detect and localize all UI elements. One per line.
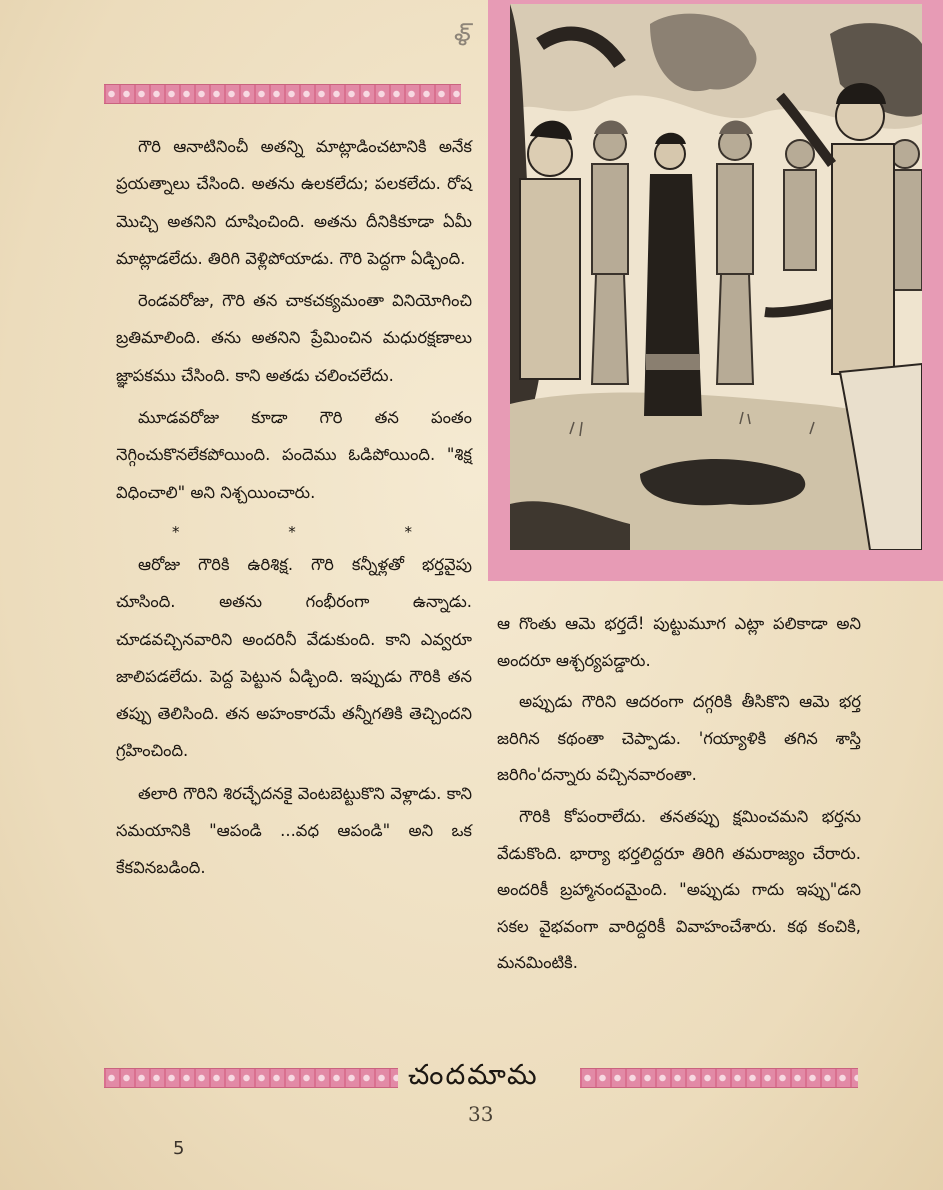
separator-star: * <box>404 522 412 541</box>
separator-star: * <box>172 522 180 541</box>
magazine-title: చందమామ <box>408 1058 539 1091</box>
signature-number: 5 <box>173 1138 185 1159</box>
story-illustration <box>510 4 922 550</box>
right-paragraph-2: అప్పుడు గౌరిని ఆదరంగా దగ్గరికి తీసికొని ఆమె భర్త జరిగిన కథంతా చెప్పాడు. 'గయ్యాళికి తగిన శాస్తి జరిగిం'దన్నారు వచ్చినవారంతా. <box>497 692 861 785</box>
decorative-border-bottom-right <box>580 1068 858 1088</box>
left-paragraph-2: రెండవరోజు, గౌరి తన చాకచక్యమంతా వినియోగించి బ్రతిమాలింది. తను అతనిని ప్రేమించిన మధురక్షణాలు జ్ఞాపకము చేసింది. కాని అతడు చలించలేదు. <box>116 291 472 385</box>
decorative-border-top <box>104 84 461 104</box>
left-paragraph-5: తలారి గౌరిని శిరచ్ఛేదనకై వెంటబెట్టుకొని వెళ్లాడు. కాని సమయానికి "ఆపండి ...వధ ఆపండి" అని ఒక కేకవినబడింది. <box>116 783 472 878</box>
corner-pencil-mark: ళ్ <box>454 22 471 52</box>
section-separator <box>116 516 472 546</box>
left-text-column <box>116 128 472 892</box>
left-paragraph-3: మూడవరోజు కూడా గౌరి తన పంతం నెగ్గించుకొనలేకపోయింది. పందెము ఓడిపోయింది. "శిక్ష విధించాలి" అని నిశ్చయించారు. <box>116 408 472 502</box>
illustration-frame <box>488 0 943 581</box>
right-paragraph-1: ఆ గొంతు ఆమె భర్తదే! పుట్టుమూగ ఎట్లా పలికాడా అని అందరూ ఆశ్చర్యపడ్డారు. <box>497 614 861 670</box>
right-text-column <box>497 606 861 987</box>
separator-star: * <box>288 522 296 541</box>
decorative-border-bottom-left <box>104 1068 398 1088</box>
left-paragraph-1: గౌరి ఆనాటినించీ అతన్ని మాట్లాడించటానికి అనేక ప్రయత్నాలు చేసింది. అతను ఉలకలేదు; పలకలేదు. రోష మొచ్చి అతనిని దూషించింది. అతను దీనికికూడా ఏమీ మాట్లాడలేదు. తిరిగి వెళ్లిపోయాడు. గౌరి పెద్దగా ఏడ్చింది. <box>116 137 472 268</box>
left-paragraph-4: ఆరోజు గౌరికి ఉరిశిక్ష. గౌరి కన్నీళ్లతో భర్తవైపు చూసింది. అతను గంభీరంగా ఉన్నాడు. చూడవచ్చినవారిని అందరినీ వేడుకుంది. కాని ఎవ్వరూ జాలిపడలేదు. పెద్ద పెట్టున ఏడ్చింది. ఇప్పుడు గౌరికి తన తప్పు తెలిసింది. తన అహంకారమే తన్నీగతికి తెచ్చిందని గ్రహించింది. <box>116 554 472 761</box>
right-paragraph-3: గౌరికి కోపంరాలేదు. తనతప్పు క్షమించమని భర్తను వేడుకొంది. భార్యా భర్తలిద్దరూ తిరిగి తమరాజ్యం చేరారు. అందరికీ బ్రహ్మానందమైంది. "అప్పుడు గాదు ఇప్పు"డని సకల వైభవంగా వారిద్దరికీ వివాహంచేశారు. కథ కంచికి, మనమింటికి. <box>497 806 861 973</box>
page-number: 33 <box>468 1102 494 1126</box>
